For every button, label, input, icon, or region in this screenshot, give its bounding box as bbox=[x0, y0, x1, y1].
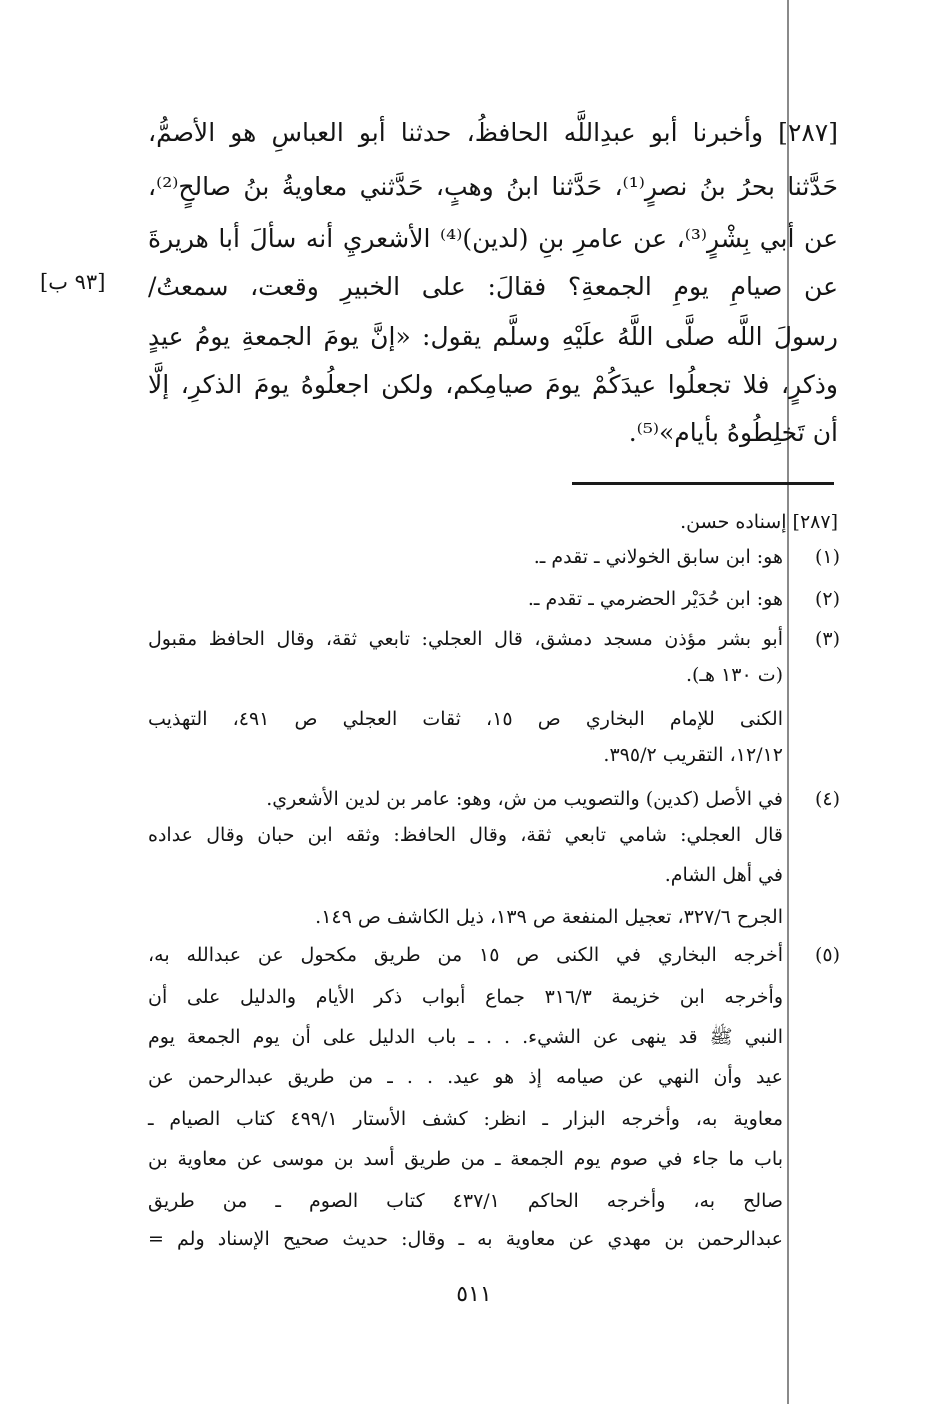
footnote-5-line-2: وأخرجه ابن خزيمة ٣١٦/٣ جماع أبواب ذكر الأيام والدليل على أن bbox=[148, 986, 784, 1008]
footnote-5-line-5: معاوية به، وأخرجه البزار ـ انظر: كشف الأستار ٤٩٩/١ كتاب الصيام ـ bbox=[148, 1108, 783, 1130]
footnote-separator bbox=[572, 482, 834, 485]
footnote-number-1: (١) bbox=[814, 546, 840, 568]
footnote-4-line-3: في أهل الشام. bbox=[664, 864, 783, 886]
footnote-2-line-1: هو: ابن حُدَيْر الحضرمي ـ تقدم ـ. bbox=[527, 588, 783, 610]
main-line-7: أن تَخلِطُوهُ بأيام»⁽⁵⁾. bbox=[628, 418, 838, 447]
footnote-5-line-1: أخرجه البخاري في الكنى ص ١٥ من طريق مكحول عن عبدالله به، bbox=[148, 944, 784, 966]
main-line-3: عن أبي بِشْرٍ⁽³⁾، عن عامرِ بنِ (لدين)⁽⁴⁾ الأشعريِ أنه سألَ أبا هريرةَ bbox=[148, 224, 839, 253]
footnote-3-line-2: (ت ١٣٠ هـ). bbox=[685, 664, 783, 686]
main-line-6: وذكرٍ، فلا تجعلُوا عيدَكُمْ يومَ صيامِكم، ولكن اجعلُوهُ يومَ الذكرِ، إلَّا bbox=[148, 370, 838, 399]
main-line-2: حَدَّثنا بحرُ بنُ نصرٍ⁽¹⁾، حَدَّثنا ابنُ وهبٍ، حَدَّثني معاويةُ بنُ صالحٍ⁽²⁾، bbox=[148, 172, 838, 201]
page-number: ٥١١ bbox=[456, 1282, 492, 1307]
footnote-5-line-7: صالح به، وأخرجه الحاكم ٤٣٧/١ كتاب الصوم ـ من طريق bbox=[148, 1190, 783, 1212]
footnote-5-line-6: باب ما جاء في صوم يوم الجمعة ـ من طريق أسد بن موسى عن معاوية بن bbox=[148, 1148, 783, 1170]
main-line-5: رسولَ اللَّه صلَّى اللَّهُ علَيْهِ وسلَّم يقول: «إنَّ يومَ الجمعةِ يومُ عيدٍ bbox=[148, 322, 838, 351]
footnote-number-4: (٤) bbox=[814, 788, 840, 810]
footnote-4-line-2: قال العجلي: شامي تابعي ثقة، وقال الحافظ: وثقه ابن حبان وقال عداده bbox=[148, 824, 783, 846]
footnote-5-line-8: عبدالرحمن بن مهدي عن معاوية به ـ وقال: حديث صحيح الإسناد ولم = bbox=[148, 1228, 783, 1250]
main-line-1: [٢٨٧] وأخبرنا أبو عبدِاللَّه الحافظُ، حدثنا أبو العباسِ هو الأصمُّ، bbox=[148, 118, 838, 147]
footnote-4-line-1: في الأصل (كدين) والتصويب من ش، وهو: عامر بن لدين الأشعري. bbox=[266, 788, 783, 810]
footnote-number-2: (٢) bbox=[814, 588, 840, 610]
footnote-number-3: (٣) bbox=[814, 628, 840, 650]
main-line-4: عن صيامِ يومِ الجمعةِ؟ فقالَ: على الخبيرِ وقعت، سمعتُ/ bbox=[148, 272, 838, 301]
footnote-number-5: (٥) bbox=[814, 944, 840, 966]
footnote-3-line-1: أبو بشر مؤذن مسجد دمشق، قال العجلي: تابعي ثقة، وقال الحافظ مقبول bbox=[148, 628, 783, 650]
footnote-5-line-3: النبي ﷺ قد ينهى عن الشيء. . . ـ باب الدليل على أن يوم الجمعة يوم bbox=[148, 1026, 783, 1048]
footnote-5-line-4: عيد وأن النهي عن صيامه إذ هو عيد. . . ـ من طريق عبدالرحمن عن bbox=[148, 1066, 783, 1088]
scan-binding-line bbox=[787, 0, 789, 1404]
footnote-heading: [٢٨٧] إسناده حسن. bbox=[680, 511, 838, 533]
footnote-4-line-4: الجرح ٣٢٧/٦، تعجيل المنفعة ص ١٣٩، ذيل الكاشف ص ١٤٩. bbox=[315, 906, 783, 928]
footnote-3-line-3: الكنى للإمام البخاري ص ١٥، ثقات العجلي ص ٤٩١، التهذيب bbox=[148, 708, 783, 730]
margin-folio-reference: [٩٣ ب] bbox=[40, 270, 106, 294]
footnote-1-line-1: هو: ابن سابق الخولاني ـ تقدم ـ. bbox=[533, 546, 783, 568]
footnote-3-line-4: ١٢/١٢، التقريب ٣٩٥/٢. bbox=[603, 744, 783, 766]
